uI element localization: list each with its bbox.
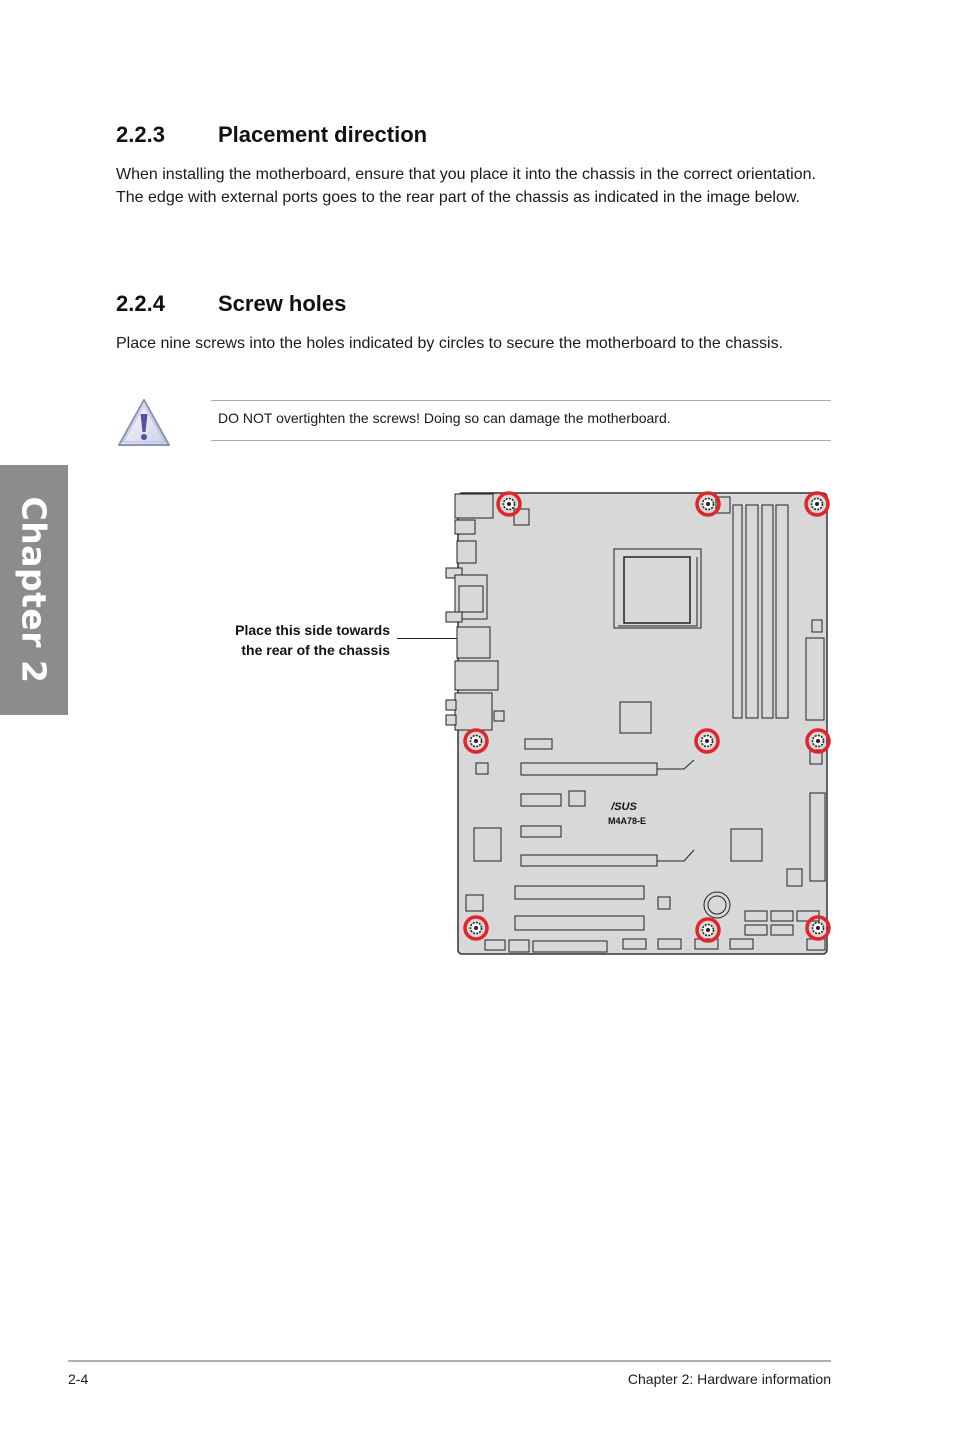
chapter-tab-label: Chapter 2 <box>14 496 54 684</box>
note-bottom-rule <box>211 440 831 441</box>
callout-line-2: the rear of the chassis <box>241 642 390 658</box>
board-brand-logo: /SUS <box>611 801 637 813</box>
rear-side-callout <box>190 620 390 660</box>
warning-triangle-icon <box>116 397 172 449</box>
section-title: Placement direction <box>218 122 428 147</box>
footer-chapter-title: Chapter 2: Hardware information <box>627 1371 831 1387</box>
motherboard-diagram <box>440 490 832 958</box>
screw-holes-paragraph: Place nine screws into the holes indicated by circles to secure the motherboard to the chassis. <box>116 335 784 352</box>
board-model-label: M4A78-E <box>607 816 647 826</box>
placement-paragraph: When installing the motherboard, ensure that you place it into the chassis in the correct orientation. The edge with external ports goes to the rear part of the chassis as indicated in the image below. <box>116 166 816 206</box>
note-top-rule <box>211 400 831 401</box>
section-number: 2.2.3 <box>116 122 165 147</box>
note-text: DO NOT overtighten the screws! Doing so can damage the motherboard. <box>218 410 671 426</box>
footer-page-number: 2-4 <box>68 1371 89 1387</box>
chapter-side-tab <box>0 465 68 715</box>
callout-line-1: Place this side towards <box>235 622 390 638</box>
section-number: 2.2.4 <box>116 291 165 316</box>
footer-rule <box>68 1360 831 1362</box>
section-title: Screw holes <box>218 291 347 316</box>
